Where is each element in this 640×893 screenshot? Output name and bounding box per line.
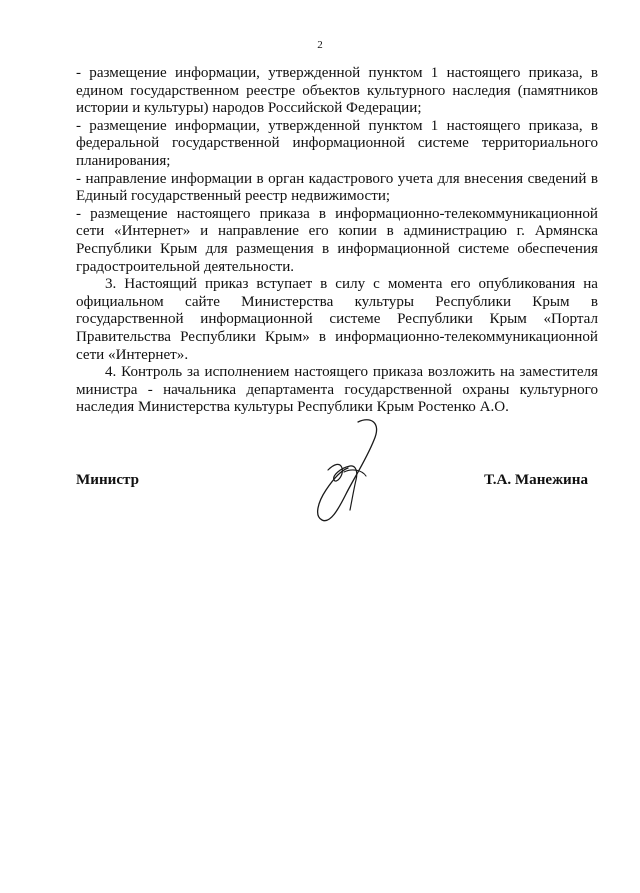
paragraph-federal-system-placement: - размещение информации, утвержденной пунктом 1 настоящего приказа, в федеральной государственной информационной системе территориального планирования; [76, 117, 598, 169]
signer-title: Министр [76, 472, 140, 488]
handwritten-signature [300, 410, 395, 530]
paragraph-cadastral-notice: - направление информации в орган кадастрового учета для внесения сведений в Единый государственный реестр недвижимости; [76, 170, 598, 205]
paragraph-item-3: 3. Настоящий приказ вступает в силу с момента его опубликования на официальном сайте Министерства культуры Республики Крым в государственной информационной системе Республики Крым «Портал Правительства Республики Крым» в информационно-телекоммуникационной сети «Интернет». [76, 276, 598, 363]
document-body [76, 65, 598, 417]
paragraph-registry-placement: - размещение информации, утвержденной пунктом 1 настоящего приказа, в едином государственном реестре объектов культурного наследия (памятников истории и культуры) народов Российской Федерации; [76, 65, 598, 117]
paragraph-internet-publication: - размещение настоящего приказа в информационно-телекоммуникационной сети «Интернет» и направление его копии в администрацию г. Армянска Республики Крым для размещения в информационной системе обеспечения градостроительной деятельности. [76, 205, 598, 275]
signer-name: Т.А. Манежина [484, 472, 588, 488]
page-number: 2 [317, 39, 323, 51]
paragraph-item-4: 4. Контроль за исполнением настоящего приказа возложить на заместителя министра - начальника департамента государственной охраны культурного наследия Министерства культуры Республики Крым Ростенко А.О. [76, 364, 598, 416]
